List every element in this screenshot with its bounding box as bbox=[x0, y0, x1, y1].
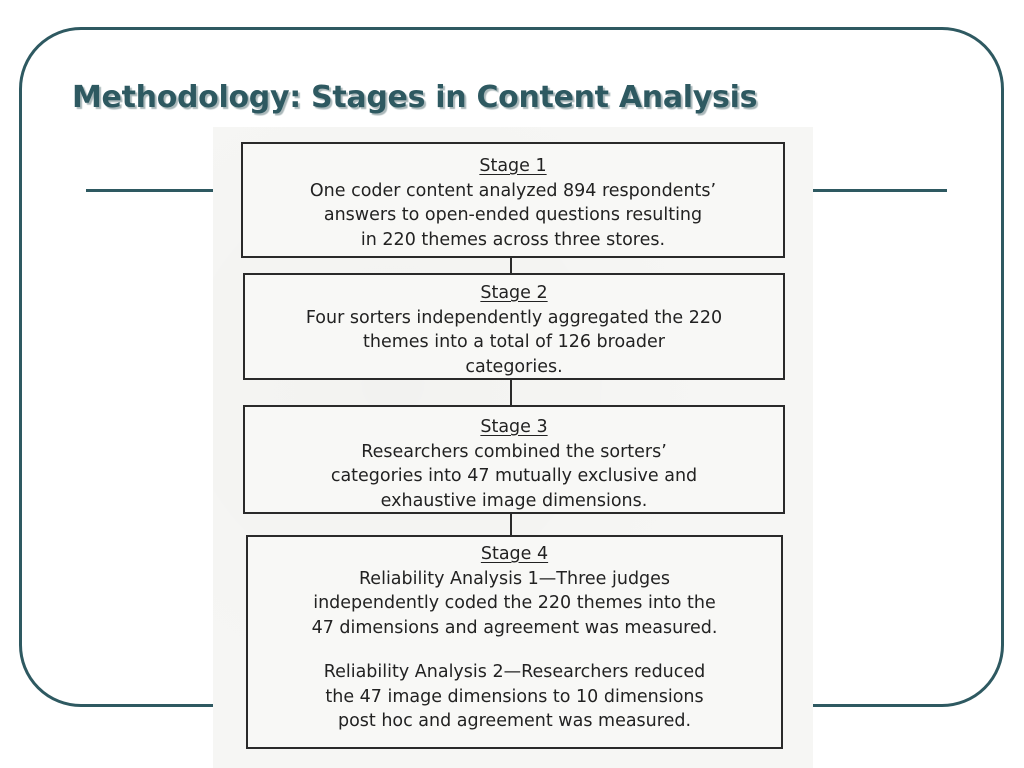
stage-1-line: answers to open-ended questions resulting bbox=[323, 205, 703, 225]
stage-4-line: Reliability Analysis 2—Researchers reduced bbox=[323, 662, 706, 682]
stage-1-title: Stage 1 bbox=[479, 156, 547, 176]
connector-stage-2-to-3 bbox=[510, 380, 512, 405]
stage-2-box bbox=[243, 273, 785, 380]
stage-1-box bbox=[241, 142, 785, 258]
stage-4-line: the 47 image dimensions to 10 dimensions bbox=[325, 686, 704, 707]
stage-1-line: One coder content analyzed 894 respondents’ bbox=[309, 180, 717, 201]
stage-4-box bbox=[246, 535, 783, 749]
title-rule-right bbox=[812, 189, 947, 192]
stage-2-title: Stage 2 bbox=[480, 283, 548, 303]
stage-1-line: in 220 themes across three stores. bbox=[360, 229, 666, 250]
stage-4-title: Stage 4 bbox=[480, 544, 549, 564]
stage-2-line: Four sorters independently aggregated the 220 bbox=[305, 307, 723, 328]
stage-3-line: exhaustive image dimensions. bbox=[380, 490, 648, 511]
stage-4-line: Reliability Analysis 1—Three judges bbox=[358, 568, 671, 589]
stage-2-line: categories. bbox=[465, 356, 563, 377]
stage-4-line: 47 dimensions and agreement was measured. bbox=[311, 617, 718, 638]
stage-3-line: Researchers combined the sorters’ bbox=[361, 441, 667, 462]
stage-3-line: categories into 47 mutually exclusive and bbox=[330, 466, 698, 486]
slide-title: Methodology: Stages in Content Analysis bbox=[72, 80, 758, 115]
stage-4-line: independently coded the 220 themes into the bbox=[313, 593, 716, 613]
stage-4-line: post hoc and agreement was measured. bbox=[337, 711, 692, 731]
stage-3-title: Stage 3 bbox=[480, 417, 548, 437]
stage-3-box bbox=[243, 405, 785, 514]
title-rule-left bbox=[86, 189, 218, 192]
connector-stage-1-to-2 bbox=[510, 258, 512, 273]
stage-2-line: themes into a total of 126 broader bbox=[363, 332, 665, 352]
scanned-flowchart bbox=[213, 127, 813, 768]
connector-stage-3-to-4 bbox=[510, 514, 512, 535]
paragraph-gap bbox=[248, 640, 781, 660]
